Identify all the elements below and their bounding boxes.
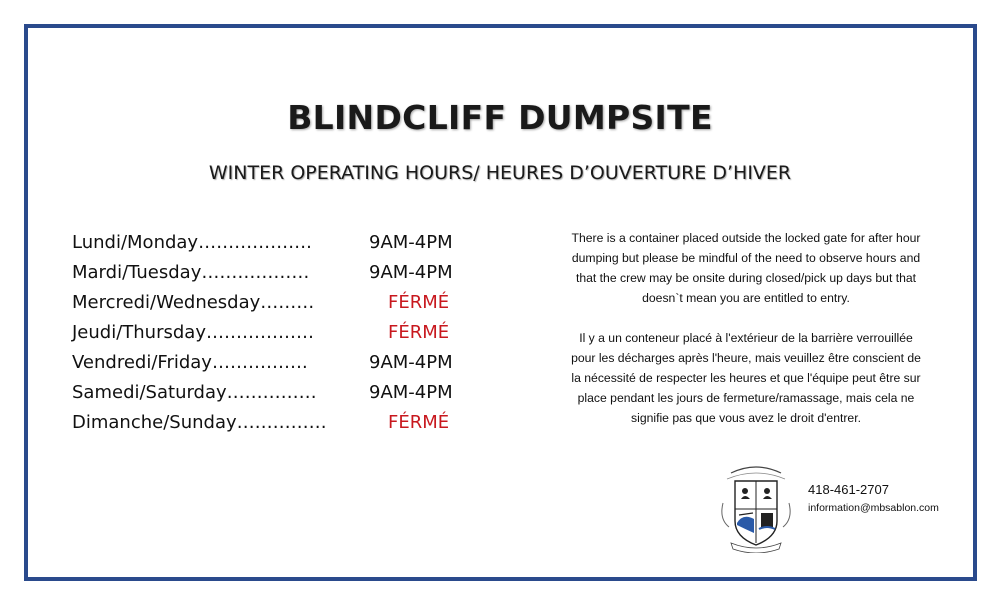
municipal-crest-icon xyxy=(717,463,795,553)
email-address: information@mbsablon.com xyxy=(808,502,939,514)
page-subtitle: WINTER OPERATING HOURS/ HEURES D’OUVERTURE D’HIVER xyxy=(208,162,792,184)
hours-row-saturday xyxy=(72,378,492,408)
closed-label: FÉRMÉ xyxy=(388,292,450,313)
hours-list xyxy=(72,228,492,438)
day-label: Dimanche/Sunday…………… xyxy=(72,412,327,433)
contact-info xyxy=(808,482,939,514)
closed-label: FÉRMÉ xyxy=(388,412,450,433)
page-title: BLINDCLIFF DUMPSITE xyxy=(287,98,713,137)
hours-value: 9AM-4PM xyxy=(369,352,453,373)
hours-value: 9AM-4PM xyxy=(369,232,453,253)
hours-value: 9AM-4PM xyxy=(369,262,453,283)
notice-french: Il y a un conteneur placé à l'extérieur de la barrière verrouillée pour les décharges après l'heure, mais veuillez être conscient de la nécessité de respecter les heures et que l'équipe peut être sur place pendant les jours de fermeture/ramassage, mais cela ne signifie pas que vous avez le droit d'entrer. xyxy=(571,331,921,425)
hours-value: 9AM-4PM xyxy=(369,382,453,403)
day-label: Mercredi/Wednesday……… xyxy=(72,292,315,313)
notice-english: There is a container placed outside the locked gate for after hour dumping but please be mindful of the need to observe hours and that the crew may be onsite during closed/pick up days but that doesn`t mean you are entitled to entry. xyxy=(571,231,921,305)
day-label: Lundi/Monday………………. xyxy=(72,232,312,253)
hours-row-friday xyxy=(72,348,492,378)
day-label: Vendredi/Friday……………. xyxy=(72,352,308,373)
phone-number: 418-461-2707 xyxy=(808,482,889,497)
hours-row-thursday xyxy=(72,318,492,348)
closed-label: FÉRMÉ xyxy=(388,322,450,343)
hours-row-tuesday xyxy=(72,258,492,288)
day-label: Samedi/Saturday…………… xyxy=(72,382,317,403)
hours-row-wednesday xyxy=(72,288,492,318)
hours-row-sunday xyxy=(72,408,492,438)
hours-row-monday xyxy=(72,228,492,258)
notice-text xyxy=(566,228,926,448)
day-label: Jeudi/Thursday……………… xyxy=(72,322,314,343)
day-label: Mardi/Tuesday……………… xyxy=(72,262,310,283)
